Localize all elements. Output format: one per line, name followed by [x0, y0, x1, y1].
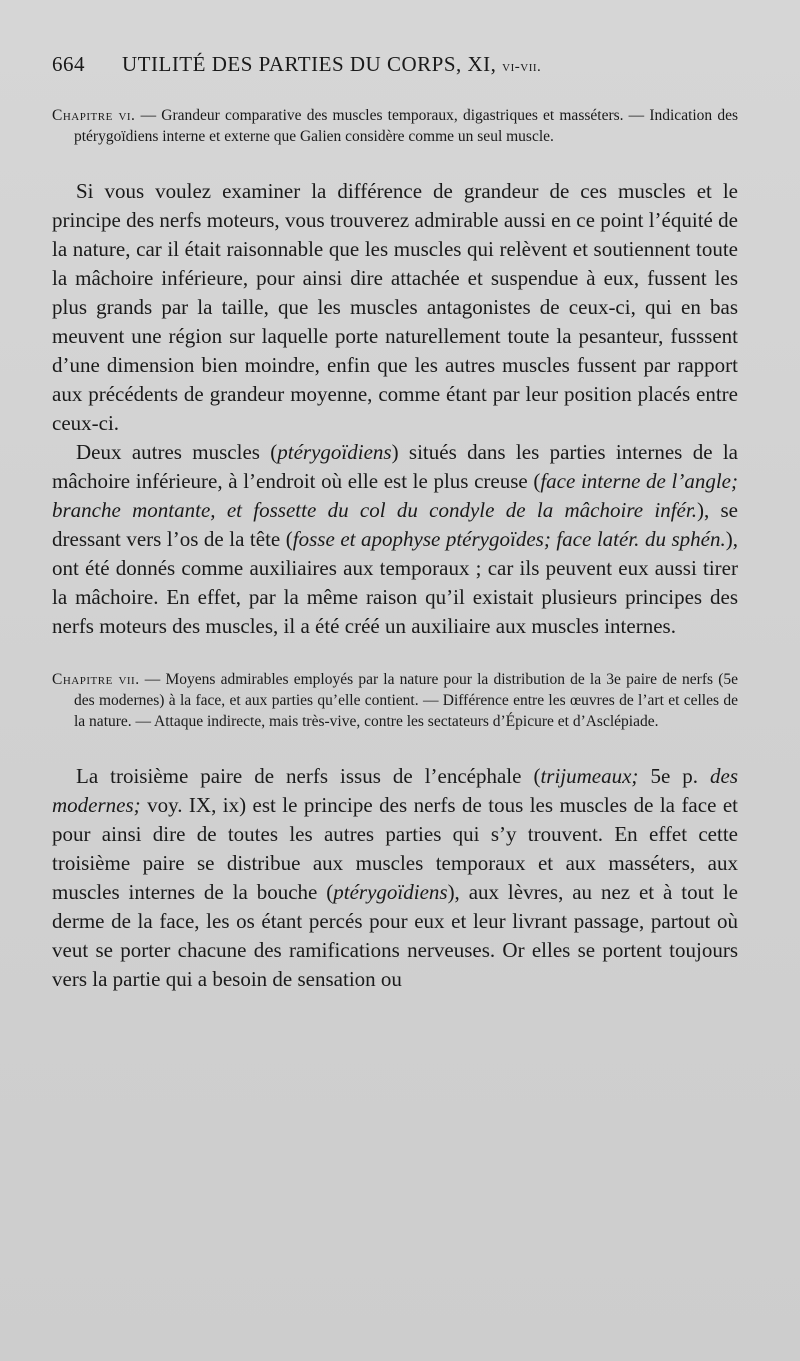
chapter-7-summary-text: — Moyens admirables employés par la nature pour la distribution de la 3e paire de nerfs (5e des modernes) à la face, et aux parties qu’elle contient. — Différence entre les œuvres de l’art et celles de la nature. — Attaque indirecte, mais très-vive, contre les sectateurs d’Épicure et d’Asclépiade. — [74, 671, 738, 730]
paragraph-3: La troisième paire de nerfs issus de l’encéphale (trijumeaux; 5e p. des modernes; voy. IX, ix) est le principe des nerfs de tous les muscles de la face et pour ainsi dire de toutes les autres parties qui s’y trouvent. En effet cette troisième paire se distribue aux muscles temporaux et aux masséters, aux muscles internes de la bouche (ptérygoïdiens), aux lèvres, au nez et à tout le derme de la face, les os étant percés pour eux et leur livrant passage, partout où veut se porter chacune des ramifications nerveuses. Or elles se portent toujours vers la partie qui a besoin de sensation ou — [52, 764, 738, 991]
chapter-6-label: Chapitre vi. — [52, 107, 136, 124]
running-header — [52, 52, 738, 77]
chapter-6-summary-text: — Grandeur comparative des muscles temporaux, digastriques et masséters. — Indication des ptérygoïdiens interne et externe que Galien considère comme un seul muscle. — [74, 107, 739, 145]
paragraph-2: Deux autres muscles (ptérygoïdiens) situés dans les parties internes de la mâchoire inférieure, à l’endroit où elle est le plus creuse (face interne de l’angle; branche montante, et fossette du col du condyle de la mâchoire infér.), se dressant vers l’os de la tête (fosse et apophyse ptérygoïdes; face latér. du sphén.), ont été donnés comme auxiliaires aux temporaux ; car ils peuvent eux aussi tirer la mâchoire. En effet, par la même raison qu’il existait plusieurs principes des nerfs moteurs des muscles, il a été créé un auxiliaire aux muscles internes. — [52, 440, 739, 638]
paragraph-1: Si vous voulez examiner la différence de grandeur de ces muscles et le principe des nerfs moteurs, vous trouverez admirable aussi en ce point l’équité de la nature, car il était raisonnable que les muscles qui relèvent et soutiennent toute la mâchoire inférieure, pour ainsi dire attachée et suspendue à eux, fussent les plus grands par la taille, que les muscles antagonistes de ceux-ci, qui en bas meuvent une région sur laquelle porte naturellement toute la pesanteur, fusssent d’une dimension bien moindre, enfin que les autres muscles fussent par rapport aux précédents de grandeur moyenne, comme étant par leur position placés entre ceux-ci. — [52, 179, 738, 435]
chapter-7-summary — [52, 669, 738, 732]
chapter-6-summary — [52, 105, 738, 147]
running-title: UTILITÉ DES PARTIES DU CORPS, XI, vi-vii. — [122, 52, 542, 76]
section-gap — [52, 641, 738, 669]
running-subtitle: vi-vii. — [502, 59, 542, 75]
chapter-7-label: Chapitre vii. — [52, 671, 140, 688]
page-number: 664 — [52, 52, 85, 76]
